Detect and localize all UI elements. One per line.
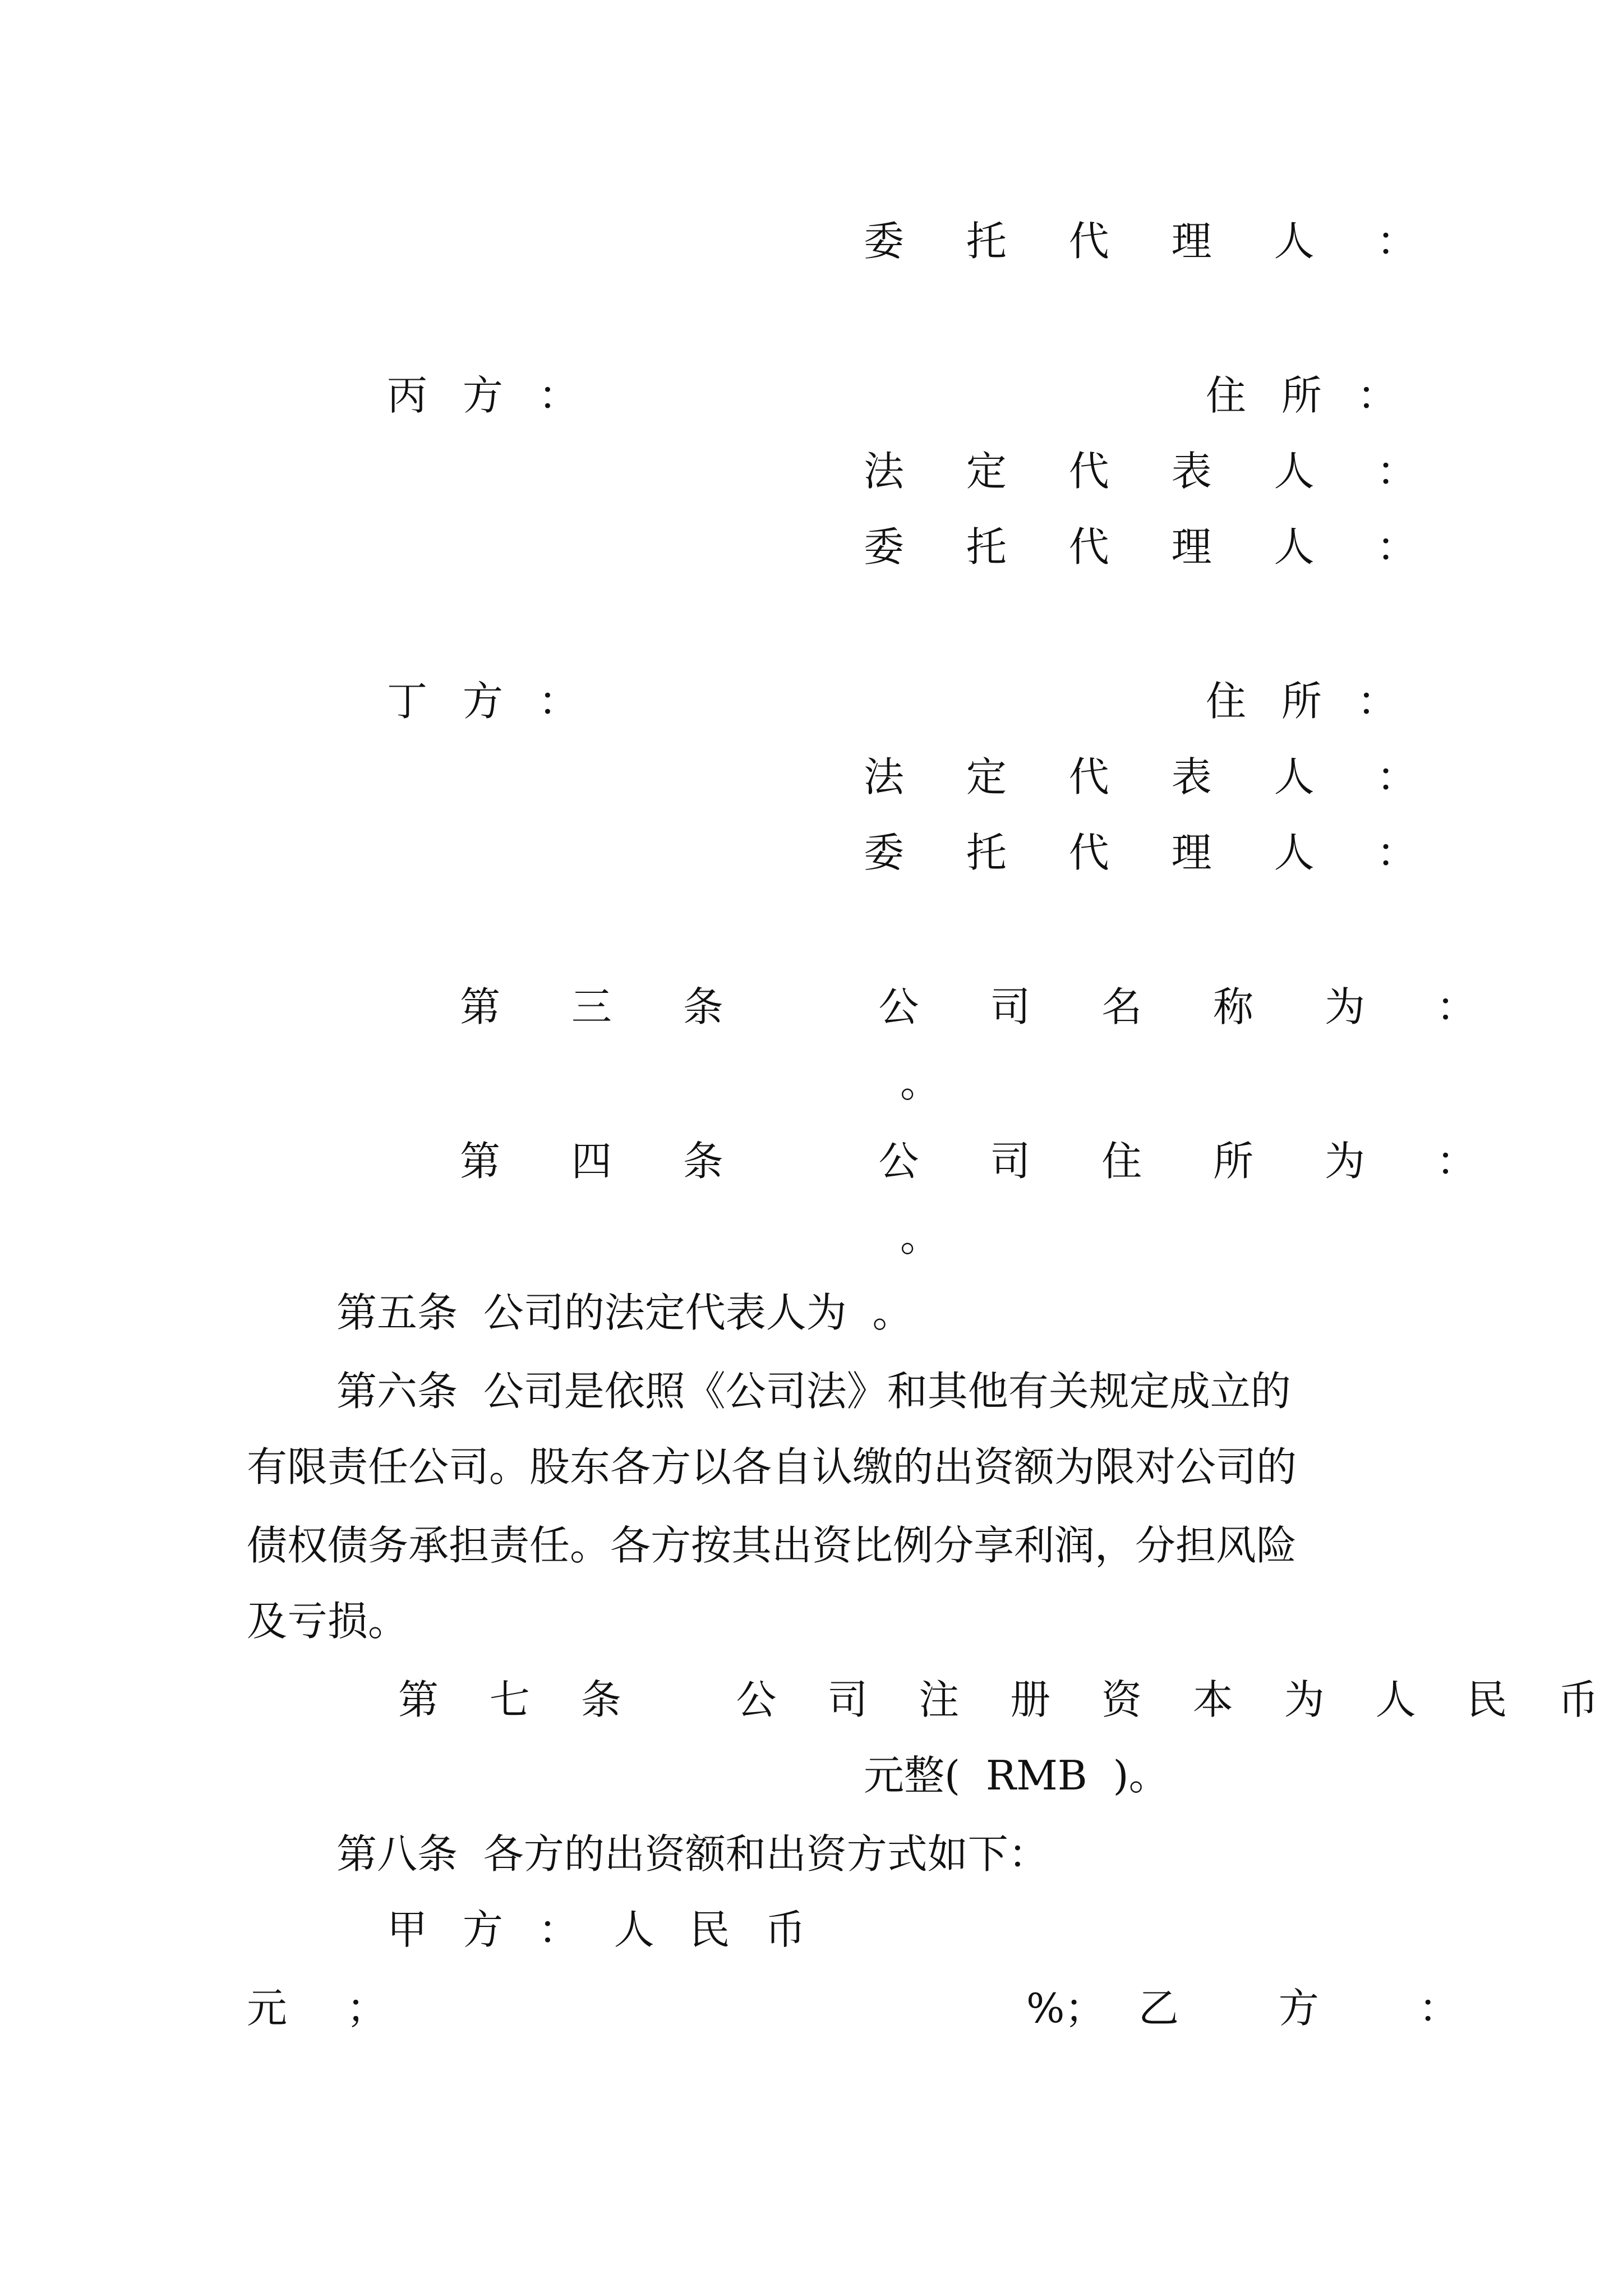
party-d-legal-rep: 法 定 代 表 人 ： bbox=[864, 753, 1442, 800]
party-c-agent: 委 托 代 理 人 ： bbox=[864, 523, 1442, 570]
article-6-line-3: 债权债务承担责任。各方按其出资比例分享利润，分担风险 bbox=[247, 1522, 1297, 1569]
article-6-line-2: 有限责任公司。股东各方以各自认缴的出资额为限对公司的 bbox=[247, 1443, 1297, 1490]
yuan-semicolon: 元 ； bbox=[247, 1985, 398, 2032]
article-3-end: 。 bbox=[900, 1059, 941, 1106]
article-4-end: 。 bbox=[900, 1213, 941, 1260]
party-c-legal-rep: 法 定 代 表 人 ： bbox=[864, 448, 1442, 495]
article-6-line-1: 第六条 公司是依照《公司法》和其他有关规定成立的 bbox=[336, 1368, 1291, 1415]
article-3: 第 三 条 公 司 名 称 为 ： bbox=[460, 983, 1506, 1030]
article-7-end: 元整( RMB )。 bbox=[864, 1752, 1169, 1799]
party-b-agent: 委 托 代 理 人 ： bbox=[864, 218, 1442, 265]
article-6-line-4: 及亏损。 bbox=[247, 1598, 409, 1645]
party-d-label: 丁 方 ： bbox=[387, 678, 590, 725]
article-7: 第 七 条 公 司 注 册 资 本 为 人 民 币 bbox=[398, 1676, 1618, 1723]
party-d-agent: 委 托 代 理 人 ： bbox=[864, 829, 1442, 876]
party-c-address: 住 所 ： bbox=[1206, 372, 1409, 419]
article-5: 第五条 公司的法定代表人为 。 bbox=[336, 1289, 913, 1336]
party-b-label: 乙 方 ： bbox=[1138, 1985, 1484, 2032]
article-4: 第 四 条 公 司 住 所 为 ： bbox=[460, 1138, 1506, 1185]
party-a-contribution: 甲 方 ： 人 民 币 bbox=[387, 1906, 817, 1953]
party-d-address: 住 所 ： bbox=[1206, 678, 1409, 725]
article-8: 第八条 各方的出资额和出资方式如下： bbox=[336, 1830, 1049, 1878]
party-c-label: 丙 方 ： bbox=[387, 372, 590, 419]
percent-semicolon: %； bbox=[1026, 1985, 1105, 2032]
